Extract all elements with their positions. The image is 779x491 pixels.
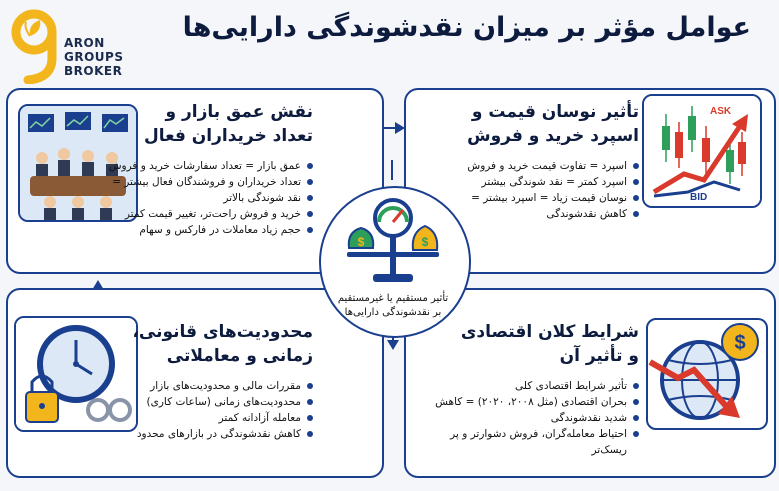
list-item: حجم زیاد معاملات در فارکس و سهام [73, 222, 313, 238]
bid-label: BID [690, 192, 708, 203]
list-item: خرید و فروش راحت‌تر، تغییر قیمت کمتر [73, 206, 313, 222]
list-item: اسپرد = تفاوت قیمت خرید و فروش [439, 158, 639, 174]
list-item: کاهش نقدشوندگی [439, 206, 639, 222]
list-item: تأثیر شرایط اقتصادی کلی [417, 378, 639, 394]
logo-line-1: ARON [64, 36, 105, 50]
svg-text:$: $ [421, 235, 429, 249]
gauge-scale-money-bags-icon [333, 196, 453, 292]
bullets-legal-limits [93, 378, 313, 442]
ask-label: ASK [710, 106, 732, 117]
bullets-price-spread [439, 158, 639, 222]
bullets-macro-economy [417, 378, 639, 458]
list-item: عمق بازار = تعداد سفارشات خرید و فروش [73, 158, 313, 174]
heading-market-depth: نقش عمق بازار و تعداد خریداران فعال [143, 102, 313, 146]
list-item: محدودیت‌های زمانی (ساعات کاری) [93, 394, 313, 410]
bullets-market-depth [73, 158, 313, 238]
page-title: عوامل مؤثر بر میزان نقدشوندگی دارایی‌ها [182, 12, 751, 43]
heading-macro-economy: شرایط کلان اقتصادی و تأثیر آن [460, 322, 639, 366]
arrow-down-icon [387, 340, 399, 350]
heading-price-spread: تأثیر نوسان قیمت و اسپرد خرید و فروش [467, 102, 639, 146]
list-item: بحران اقتصادی (مثل ۲۰۰۸، ۲۰۲۰) = کاهش [417, 394, 639, 410]
list-item: مقررات مالی و محدودیت‌های بازار [93, 378, 313, 394]
globe-dollar-down-trend-icon [646, 318, 768, 430]
list-item: تعداد خریداران و فروشندگان فعال بیشتر = [73, 174, 313, 190]
logo-line-3: BROKER [64, 64, 123, 78]
list-item: نقد شوندگی بالاتر [73, 190, 313, 206]
heading-legal-limits: محدودیت‌های قانونی، زمانی و معاملاتی [132, 322, 313, 366]
list-item: اسپرد کمتر = نقد شوندگی بیشتر [439, 174, 639, 190]
list-item: کاهش نقدشوندگی در بازارهای محدود [93, 426, 313, 442]
candlestick-chart-icon [642, 94, 762, 208]
logo-line-2: GROUPS [64, 50, 124, 64]
list-item: شدید نقدشوندگی [417, 410, 639, 426]
svg-text:$: $ [734, 332, 746, 354]
list-item: نوسان قیمت زیاد = اسپرد بیشتر = [439, 190, 639, 206]
list-item: احتیاط معامله‌گران، فروش دشوارتر و پر ریسک‌تر [417, 426, 639, 458]
list-item: معامله آزادانه کمتر [93, 410, 313, 426]
svg-text:$: $ [357, 235, 365, 249]
center-caption: تأثیر مستقیم یا غیرمستقیم بر نقدشوندگی دارایی‌ها [337, 293, 449, 318]
